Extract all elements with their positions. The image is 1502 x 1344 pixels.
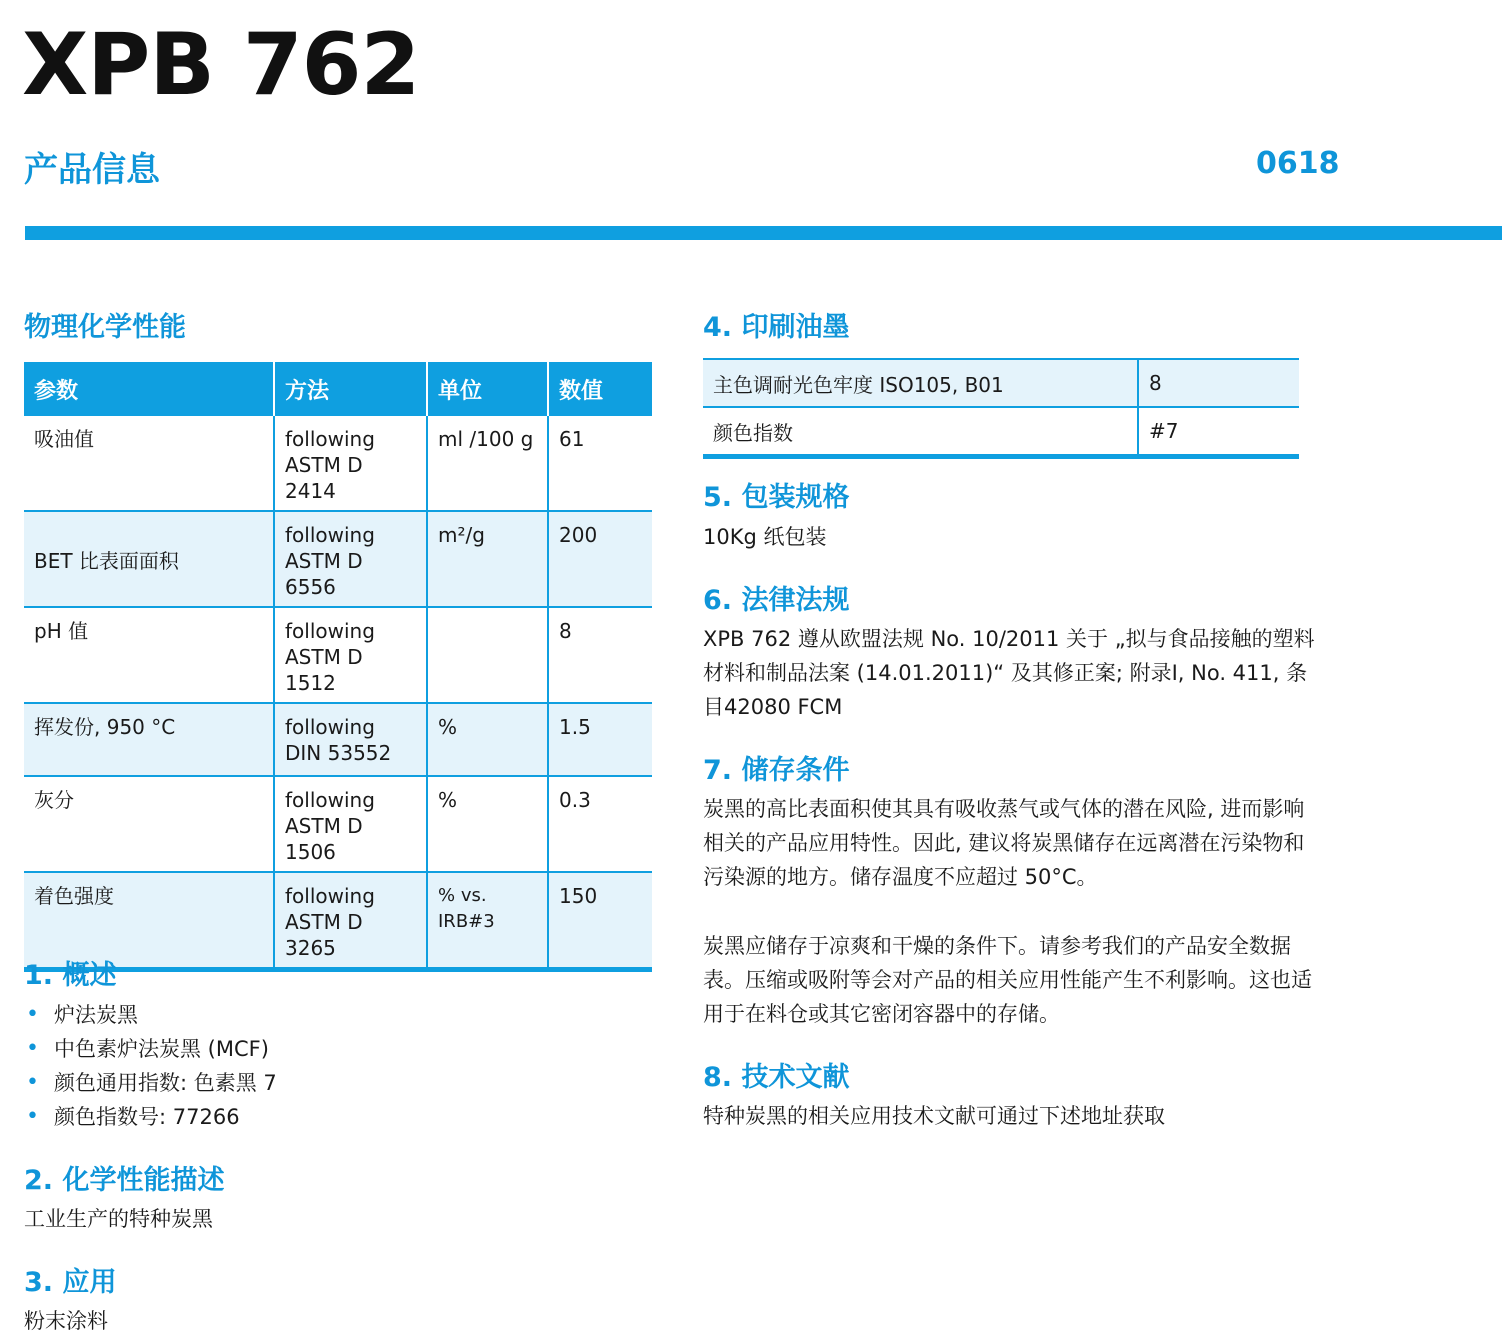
packaging-text: 10Kg 纸包装 [703, 525, 827, 549]
table-row [24, 511, 652, 607]
method-cell: following ASTM D 2414 [274, 416, 427, 511]
section-2-heading: 2. 化学性能描述 [24, 1165, 225, 1196]
ink-value-cell: #7 [1138, 407, 1299, 457]
column-header-unit: 单位 [427, 362, 548, 416]
value-cell: 200 [548, 511, 652, 607]
value-cell: 8 [548, 607, 652, 703]
document-code: 0618 [1256, 146, 1340, 181]
section-7-heading: 7. 储存条件 [703, 755, 850, 786]
param-cell: 吸油值 [24, 416, 274, 511]
regulations-text: XPB 762 遵从欧盟法规 No. 10/2011 关于 „拟与食品接触的塑料材料和制品法案 (14.01.2011)“ 及其修正案; 附录I, No. 411, 条目42080 FCM [703, 627, 1315, 719]
column-header-value: 数值 [548, 362, 652, 416]
param-cell: 灰分 [24, 776, 274, 872]
method-cell: following ASTM D 1506 [274, 776, 427, 872]
method-cell: following DIN 53552 [274, 703, 427, 776]
list-item: • 颜色指数号: 77266 [24, 1100, 644, 1134]
header-divider [25, 226, 1502, 240]
table-row [703, 407, 1299, 457]
ink-label-cell: 主色调耐光色牢度 ISO105, B01 [703, 359, 1138, 407]
properties-header-row [24, 362, 652, 416]
table-row [24, 872, 652, 970]
unit-cell [427, 607, 548, 703]
product-title: XPB 762 [22, 15, 420, 115]
storage-text-2: 炭黑应储存于凉爽和干燥的条件下。请参考我们的产品安全数据表。压缩或吸附等会对产品的相关应用性能产生不利影响。这也适用于在料仓或其它密闭容器中的存储。 [703, 934, 1312, 1026]
table-row [24, 607, 652, 703]
section-3-heading: 3. 应用 [24, 1267, 117, 1298]
param-cell: pH 值 [24, 607, 274, 703]
value-cell: 0.3 [548, 776, 652, 872]
table-row [24, 703, 652, 776]
printing-ink-table [703, 358, 1299, 459]
list-item: • 炉法炭黑 [24, 998, 644, 1032]
storage-text-1: 炭黑的高比表面积使其具有吸收蒸气或气体的潜在风险, 进而影响相关的产品应用特性。因此, 建议将炭黑储存在远离潜在污染物和污染源的地方。储存温度不应超过 50°C。 [703, 797, 1305, 889]
unit-cell: % vs. IRB#3 [427, 872, 548, 970]
section-5-heading: 5. 包装规格 [703, 482, 850, 513]
application-text: 粉末涂料 [24, 1309, 108, 1333]
section-1-heading: 1. 概述 [24, 960, 117, 991]
properties-table [24, 362, 652, 972]
value-cell: 150 [548, 872, 652, 970]
ink-value-cell: 8 [1138, 359, 1299, 407]
unit-cell: % [427, 776, 548, 872]
section-8-heading: 8. 技术文献 [703, 1062, 850, 1093]
param-cell: 着色强度 [24, 872, 274, 970]
unit-cell: m²/g [427, 511, 548, 607]
value-cell: 1.5 [548, 703, 652, 776]
table-row [24, 776, 652, 872]
properties-heading: 物理化学性能 [24, 312, 186, 343]
column-header-method: 方法 [274, 362, 427, 416]
list-item: • 中色素炉法炭黑 (MCF) [24, 1032, 644, 1066]
table-row [24, 416, 652, 511]
literature-text: 特种炭黑的相关应用技术文献可通过下述地址获取 [703, 1104, 1165, 1128]
param-cell: 挥发份, 950 °C [24, 703, 274, 776]
ink-label-cell: 颜色指数 [703, 407, 1138, 457]
param-cell: BET 比表面面积 [24, 511, 274, 607]
method-cell: following ASTM D 6556 [274, 511, 427, 607]
section-4-heading: 4. 印刷油墨 [703, 312, 850, 343]
list-item: • 颜色通用指数: 色素黑 7 [24, 1066, 644, 1100]
method-cell: following ASTM D 3265 [274, 872, 427, 970]
product-info-label: 产品信息 [24, 150, 160, 190]
unit-cell: % [427, 703, 548, 776]
unit-cell: ml /100 g [427, 416, 548, 511]
chemical-description-text: 工业生产的特种炭黑 [24, 1207, 213, 1231]
value-cell: 61 [548, 416, 652, 511]
section-6-heading: 6. 法律法规 [703, 585, 850, 616]
column-header-param: 参数 [24, 362, 274, 416]
table-row [703, 359, 1299, 407]
method-cell: following ASTM D 1512 [274, 607, 427, 703]
overview-list [24, 998, 644, 1134]
